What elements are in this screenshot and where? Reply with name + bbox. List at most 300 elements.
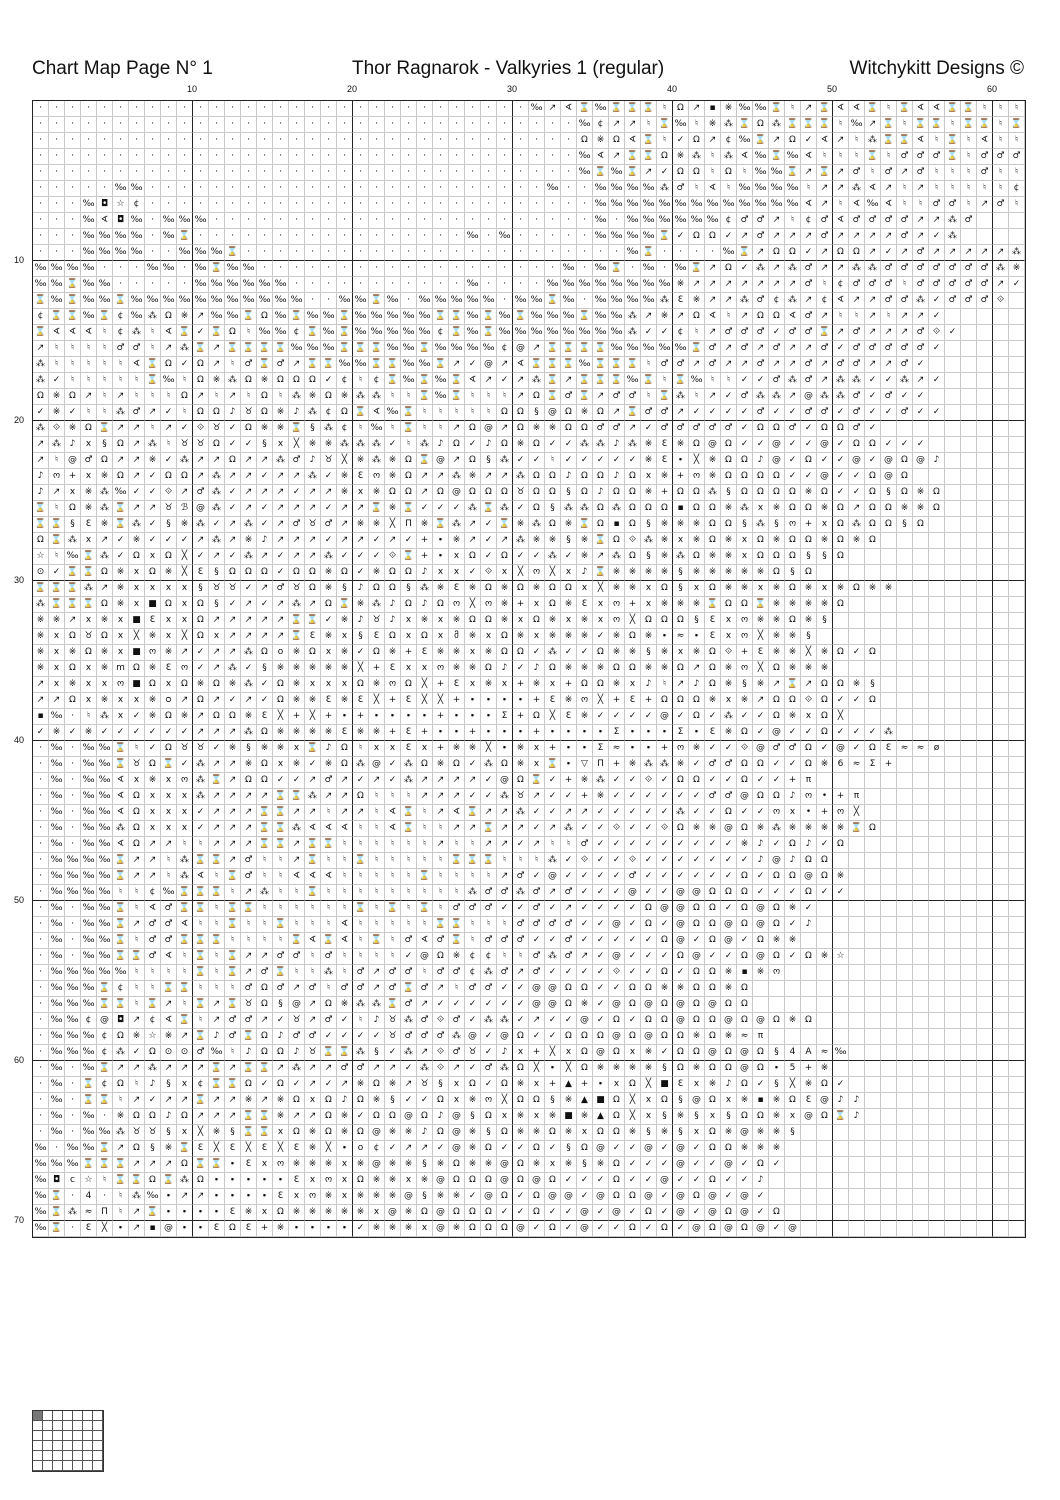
grid-cell [929, 725, 945, 741]
grid-cell: ✓ [673, 869, 689, 885]
grid-cell: Ω [257, 773, 273, 789]
grid-cell: ♂ [273, 949, 289, 965]
grid-cell [849, 773, 865, 789]
grid-cell: · [65, 245, 81, 261]
grid-cell: § [673, 1125, 689, 1141]
grid-cell: ∙ [161, 1189, 177, 1205]
grid-cell: ⁂ [513, 533, 529, 549]
grid-cell: ↗ [433, 469, 449, 485]
grid-cell: ✓ [801, 245, 817, 261]
grid-cell: ⁂ [49, 437, 65, 453]
grid-cell: · [33, 917, 49, 933]
grid-cell [897, 981, 913, 997]
grid-cell [817, 997, 833, 1013]
grid-cell: ♂ [705, 421, 721, 437]
grid-cell [913, 533, 929, 549]
grid-cell: · [65, 229, 81, 245]
grid-cell: @ [753, 901, 769, 917]
grid-cell [961, 885, 977, 901]
grid-cell: Ω [209, 709, 225, 725]
grid-cell: ⁂ [753, 389, 769, 405]
grid-cell: Ɛ [369, 629, 385, 645]
grid-cell: ↗ [417, 1141, 433, 1157]
grid-cell: + [417, 533, 433, 549]
grid-cell: ↗ [497, 357, 513, 373]
grid-cell: ∢ [305, 869, 321, 885]
grid-cell: ‰ [561, 325, 577, 341]
grid-cell: ※ [401, 1125, 417, 1141]
grid-cell: ↗ [193, 309, 209, 325]
grid-cell: Ω [817, 853, 833, 869]
grid-cell [913, 693, 929, 709]
grid-cell: ✓ [721, 741, 737, 757]
grid-cell [1009, 853, 1025, 869]
grid-cell: ♂ [241, 357, 257, 373]
grid-cell: Ω [849, 437, 865, 453]
grid-cell: ✓ [305, 757, 321, 773]
grid-cell: ✓ [833, 885, 849, 901]
grid-cell: · [33, 245, 49, 261]
grid-cell: ⌛ [257, 1125, 273, 1141]
grid-cell: · [257, 101, 273, 117]
grid-cell: @ [609, 949, 625, 965]
grid-cell: ※ [97, 469, 113, 485]
grid-cell: Ω [833, 837, 849, 853]
grid-cell: ↗ [225, 805, 241, 821]
grid-cell: Ω [145, 565, 161, 581]
grid-cell: Ω [417, 629, 433, 645]
grid-cell: ♮ [129, 1077, 145, 1093]
grid-cell: ♮ [401, 789, 417, 805]
grid-cell: Ɛ [305, 629, 321, 645]
grid-cell [817, 933, 833, 949]
grid-cell: ∙ [545, 725, 561, 741]
grid-cell: ↗ [129, 1093, 145, 1109]
grid-cell: ⌛ [49, 581, 65, 597]
grid-cell: ♪ [353, 581, 369, 597]
grid-cell: ♮ [369, 837, 385, 853]
grid-cell: Ω [241, 373, 257, 389]
grid-cell: x [129, 581, 145, 597]
grid-cell: ‰ [193, 213, 209, 229]
grid-cell: ✓ [529, 869, 545, 885]
grid-cell: · [401, 181, 417, 197]
grid-cell: ※ [801, 1077, 817, 1093]
grid-cell: · [353, 245, 369, 261]
grid-cell: ∙ [209, 1205, 225, 1221]
grid-cell: @ [609, 1029, 625, 1045]
grid-cell: ‰ [641, 277, 657, 293]
grid-cell: · [513, 229, 529, 245]
grid-cell: ∙ [449, 725, 465, 741]
grid-cell: ♮ [449, 981, 465, 997]
grid-cell: + [641, 693, 657, 709]
grid-cell: § [529, 405, 545, 421]
grid-cell: · [49, 181, 65, 197]
grid-cell: ‰ [33, 1173, 49, 1189]
grid-cell: ♮ [465, 837, 481, 853]
grid-cell [897, 565, 913, 581]
grid-cell: ✓ [673, 133, 689, 149]
grid-cell: ↗ [305, 1013, 321, 1029]
grid-cell: + [513, 597, 529, 613]
grid-cell: ■ [561, 1109, 577, 1125]
grid-cell: Ω [561, 1029, 577, 1045]
grid-cell: ↗ [481, 805, 497, 821]
grid-cell [849, 1013, 865, 1029]
grid-cell: Ω [609, 1013, 625, 1029]
grid-cell: ♮ [881, 149, 897, 165]
grid-cell: · [273, 149, 289, 165]
grid-cell: ∢ [465, 373, 481, 389]
grid-cell: ♪ [33, 469, 49, 485]
grid-cell: ∙ [481, 693, 497, 709]
grid-cell: ✓ [657, 917, 673, 933]
grid-cell: ♂ [913, 277, 929, 293]
grid-cell: ↗ [545, 101, 561, 117]
grid-cell: @ [673, 933, 689, 949]
grid-cell: ♪ [145, 1077, 161, 1093]
grid-cell: ╳ [193, 1125, 209, 1141]
grid-cell: ✓ [529, 933, 545, 949]
grid-cell [1009, 1205, 1025, 1221]
grid-cell: ‰ [673, 117, 689, 133]
grid-cell: ≈ [817, 1045, 833, 1061]
grid-cell: · [625, 261, 641, 277]
grid-cell: @ [433, 453, 449, 469]
grid-cell: ↗ [241, 965, 257, 981]
grid-cell: @ [673, 997, 689, 1013]
grid-cell [801, 1173, 817, 1189]
grid-cell: ♮ [817, 277, 833, 293]
grid-cell: @ [721, 1221, 737, 1237]
page-map-active-cell [33, 1411, 43, 1421]
grid-cell: · [97, 133, 113, 149]
grid-cell: · [33, 1077, 49, 1093]
grid-cell: Ɛ [289, 1141, 305, 1157]
grid-cell [977, 1189, 993, 1205]
grid-cell: ※ [129, 1029, 145, 1045]
grid-cell: ✓ [273, 565, 289, 581]
grid-cell: § [561, 485, 577, 501]
grid-cell: ※ [465, 1093, 481, 1109]
grid-cell: ♮ [353, 373, 369, 389]
grid-cell: ⌛ [81, 549, 97, 565]
grid-cell [929, 389, 945, 405]
grid-cell [929, 1157, 945, 1173]
grid-cell: ⌛ [577, 373, 593, 389]
grid-cell [785, 1141, 801, 1157]
page-map-cell [93, 1411, 103, 1421]
grid-cell: Ω [577, 421, 593, 437]
grid-cell: ※ [497, 597, 513, 613]
grid-cell: ⌛ [305, 853, 321, 869]
grid-cell: ✓ [593, 821, 609, 837]
grid-cell: ↗ [257, 629, 273, 645]
grid-cell: ↗ [225, 1109, 241, 1125]
grid-cell: ⌛ [353, 405, 369, 421]
grid-cell: ⌛ [49, 517, 65, 533]
grid-cell: ※ [609, 1061, 625, 1077]
grid-cell: ※ [577, 629, 593, 645]
grid-cell: ✓ [785, 949, 801, 965]
grid-cell: ⟐ [433, 1045, 449, 1061]
grid-cell: ♮ [401, 437, 417, 453]
grid-cell: Ω [769, 869, 785, 885]
grid-cell: ↗ [417, 1045, 433, 1061]
grid-cell: ♮ [177, 949, 193, 965]
grid-cell: Ω [705, 517, 721, 533]
grid-cell: Ω [689, 917, 705, 933]
grid-cell: ♮ [145, 981, 161, 997]
grid-cell: ♪ [433, 437, 449, 453]
grid-cell: ⟐ [609, 821, 625, 837]
grid-cell: § [689, 613, 705, 629]
grid-cell: ✓ [657, 1141, 673, 1157]
grid-cell: ↗ [225, 613, 241, 629]
grid-cell: ♂ [977, 165, 993, 181]
grid-cell: Ω [753, 421, 769, 437]
grid-cell: ♉ [129, 1125, 145, 1141]
grid-cell [945, 725, 961, 741]
grid-cell: ♂ [401, 1029, 417, 1045]
grid-cell: § [545, 501, 561, 517]
grid-cell: ⌛ [305, 837, 321, 853]
grid-cell: ↗ [769, 277, 785, 293]
grid-cell: ✓ [145, 1093, 161, 1109]
grid-cell: ✓ [353, 645, 369, 661]
grid-cell: ↗ [33, 341, 49, 357]
grid-cell [961, 997, 977, 1013]
grid-cell: · [353, 261, 369, 277]
grid-cell: · [241, 213, 257, 229]
grid-cell [945, 645, 961, 661]
grid-cell: ※ [577, 1109, 593, 1125]
grid-cell: ‰ [81, 229, 97, 245]
grid-cell: ♮ [305, 901, 321, 917]
grid-cell: ↗ [833, 133, 849, 149]
grid-cell [865, 837, 881, 853]
grid-cell: Ω [929, 485, 945, 501]
grid-cell [961, 1029, 977, 1045]
grid-cell: ■ [593, 1093, 609, 1109]
grid-cell: ※ [49, 613, 65, 629]
grid-cell [897, 1061, 913, 1077]
grid-cell: ⁂ [945, 213, 961, 229]
grid-cell: x [113, 709, 129, 725]
grid-cell: ∙ [417, 709, 433, 725]
grid-cell: · [65, 197, 81, 213]
page-map-cell [83, 1451, 93, 1461]
grid-cell: ※ [769, 1109, 785, 1125]
grid-cell: · [97, 1109, 113, 1125]
grid-cell: ╳ [625, 1109, 641, 1125]
grid-cell: · [65, 757, 81, 773]
grid-cell: § [577, 1157, 593, 1173]
grid-cell: · [529, 117, 545, 133]
grid-cell [961, 325, 977, 341]
grid-cell: ※ [593, 789, 609, 805]
grid-cell: Ω [65, 693, 81, 709]
grid-cell: ↗ [481, 837, 497, 853]
grid-cell [945, 677, 961, 693]
grid-cell: ♮ [433, 885, 449, 901]
grid-cell [865, 917, 881, 933]
grid-cell: ∙ [577, 741, 593, 757]
grid-cell: ♮ [289, 965, 305, 981]
grid-cell: ♮ [209, 981, 225, 997]
grid-cell: · [161, 277, 177, 293]
grid-cell: ↗ [225, 645, 241, 661]
grid-cell: § [769, 1077, 785, 1093]
grid-cell: ♂ [305, 981, 321, 997]
grid-cell: ♮ [385, 789, 401, 805]
grid-cell: ‰ [561, 277, 577, 293]
grid-cell: · [481, 165, 497, 181]
grid-cell: ✓ [609, 1141, 625, 1157]
grid-cell: x [529, 757, 545, 773]
grid-cell: Ω [129, 821, 145, 837]
grid-cell: ‰ [353, 357, 369, 373]
grid-cell: ⌛ [289, 933, 305, 949]
grid-cell: ※ [273, 421, 289, 437]
grid-cell: ✓ [865, 405, 881, 421]
grid-cell [849, 1189, 865, 1205]
grid-cell: ♂ [753, 293, 769, 309]
grid-cell [929, 805, 945, 821]
grid-cell: ♮ [561, 837, 577, 853]
grid-cell: · [145, 229, 161, 245]
grid-cell: ↗ [769, 213, 785, 229]
grid-cell [977, 613, 993, 629]
grid-cell: ♂ [913, 149, 929, 165]
grid-cell [945, 709, 961, 725]
grid-cell: ⌛ [881, 117, 897, 133]
grid-cell: ‰ [49, 853, 65, 869]
grid-cell: Ω [737, 757, 753, 773]
grid-cell [865, 1157, 881, 1173]
grid-cell: ※ [513, 437, 529, 453]
grid-cell: ※ [801, 581, 817, 597]
grid-cell: Ω [833, 245, 849, 261]
grid-cell: ∙ [337, 1221, 353, 1237]
grid-cell [833, 629, 849, 645]
grid-cell: Ω [657, 997, 673, 1013]
grid-cell: ✓ [353, 1029, 369, 1045]
page-map-thumbnail [32, 1410, 104, 1472]
grid-cell: § [673, 565, 689, 581]
grid-cell [977, 837, 993, 853]
grid-cell: x [321, 677, 337, 693]
grid-cell: ♮ [161, 869, 177, 885]
grid-cell: Ω [465, 1205, 481, 1221]
grid-cell: ∢ [513, 357, 529, 373]
grid-cell: ¢ [145, 1013, 161, 1029]
grid-cell: ※ [353, 597, 369, 613]
grid-cell: Ω [113, 1077, 129, 1093]
grid-cell: @ [737, 1189, 753, 1205]
grid-cell: ♮ [353, 933, 369, 949]
grid-cell: Ω [465, 549, 481, 565]
grid-cell: ♉ [289, 581, 305, 597]
grid-cell [913, 949, 929, 965]
grid-cell: ‰ [529, 325, 545, 341]
grid-cell: ↗ [737, 229, 753, 245]
grid-cell [1009, 549, 1025, 565]
grid-cell: ✓ [353, 1109, 369, 1125]
grid-cell [977, 1029, 993, 1045]
grid-cell: Ω [241, 1077, 257, 1093]
grid-cell: ✓ [369, 533, 385, 549]
grid-cell: ↗ [289, 1109, 305, 1125]
grid-cell: ♮ [497, 389, 513, 405]
grid-cell [961, 437, 977, 453]
grid-cell: · [449, 261, 465, 277]
grid-cell: Ω [273, 373, 289, 389]
grid-cell: ⁂ [145, 309, 161, 325]
grid-cell: ♂ [241, 981, 257, 997]
grid-cell: ↗ [865, 229, 881, 245]
grid-cell: ✓ [193, 549, 209, 565]
column-number: 30 [506, 84, 518, 94]
grid-cell [881, 1061, 897, 1077]
grid-cell: ↗ [897, 165, 913, 181]
grid-cell: ↗ [305, 501, 321, 517]
grid-cell: ‰ [129, 245, 145, 261]
grid-cell [929, 437, 945, 453]
grid-cell: ∢ [929, 101, 945, 117]
grid-cell: Ω [305, 565, 321, 581]
grid-cell: ∢ [705, 181, 721, 197]
grid-cell: ♂ [849, 165, 865, 181]
grid-cell: ‰ [609, 341, 625, 357]
grid-cell: ‰ [49, 1013, 65, 1029]
grid-cell: ‰ [81, 853, 97, 869]
grid-cell: ♂ [929, 277, 945, 293]
grid-cell: ↗ [673, 309, 689, 325]
grid-cell: · [449, 213, 465, 229]
grid-cell: ↗ [529, 789, 545, 805]
grid-cell: ※ [769, 933, 785, 949]
grid-cell: ♂ [897, 341, 913, 357]
grid-cell: ∢ [129, 357, 145, 373]
grid-cell: x [369, 1205, 385, 1221]
grid-cell: ⁂ [113, 1125, 129, 1141]
grid-cell: ⁂ [353, 1045, 369, 1061]
grid-cell: ⌛ [97, 1157, 113, 1173]
grid-cell: · [177, 197, 193, 213]
grid-cell: · [353, 117, 369, 133]
grid-cell [865, 805, 881, 821]
grid-cell: · [65, 837, 81, 853]
grid-cell: · [545, 245, 561, 261]
grid-cell: ♮ [977, 181, 993, 197]
grid-cell: ↗ [289, 549, 305, 565]
grid-cell: ↗ [721, 341, 737, 357]
grid-cell: ♂ [705, 341, 721, 357]
grid-cell: ♪ [593, 485, 609, 501]
grid-cell [993, 1141, 1009, 1157]
grid-cell: · [33, 965, 49, 981]
grid-cell: Ω [321, 1093, 337, 1109]
grid-cell: Π [401, 517, 417, 533]
grid-cell: ¢ [129, 197, 145, 213]
grid-cell: ╳ [337, 453, 353, 469]
grid-cell: ‰ [65, 981, 81, 997]
grid-cell [945, 1077, 961, 1093]
grid-cell: ♮ [353, 949, 369, 965]
grid-cell: ♮ [449, 837, 465, 853]
